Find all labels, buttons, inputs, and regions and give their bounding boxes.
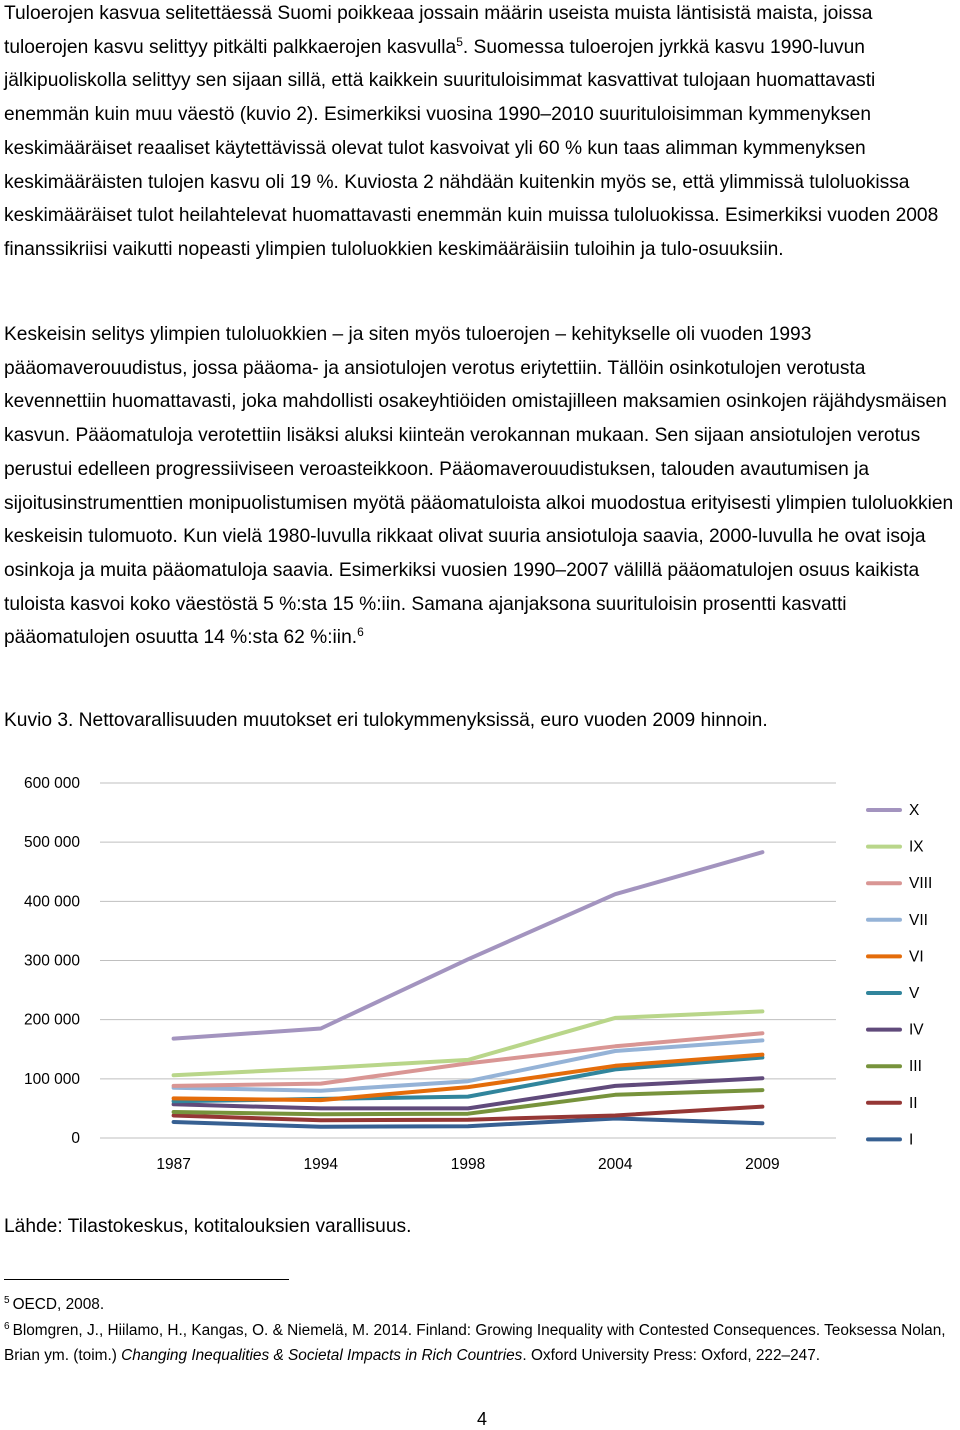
- y-tick-label: 600 000: [23, 775, 80, 792]
- legend-label: VI: [909, 948, 924, 966]
- legend-label: IX: [909, 838, 924, 856]
- legend-label: IV: [909, 1021, 924, 1039]
- y-axis-ticks: [24, 775, 80, 1147]
- x-tick-label: 1987: [156, 1156, 191, 1173]
- footnote-5-text: OECD, 2008.: [12, 1296, 105, 1313]
- legend-label: II: [909, 1094, 918, 1112]
- y-tick-label: 100 000: [23, 1070, 80, 1088]
- y-tick-label: 0: [71, 1130, 80, 1147]
- figure-caption: Kuvio 3. Nettovarallisuuden muutokset eri tulokymmenyksissä, euro vuoden 2009 hinnoin.: [4, 710, 768, 731]
- y-tick-label: 400 000: [23, 893, 80, 911]
- footnote-5: [4, 1292, 958, 1317]
- paragraph-1-text-a: Tuloerojen kasvua selitettäessä Suomi poikkeaa jossain määrin useista muista läntisistä maista, joissa tuloerojen kasvu selittyy pitkälti palkkaerojen kasvulla: [4, 3, 873, 58]
- series-lines: [174, 852, 763, 1127]
- series-line-x: [174, 852, 763, 1038]
- footnote-6-number: 6: [4, 1321, 10, 1332]
- source-note: Lähde: Tilastokeskus, kotitalouksien varallisuus.: [4, 1216, 412, 1237]
- x-tick-label: 1994: [303, 1156, 339, 1173]
- net-wealth-line-chart: [0, 760, 960, 1200]
- legend-label: X: [909, 802, 920, 819]
- y-tick-label: 500 000: [23, 834, 80, 852]
- y-tick-label: 300 000: [23, 952, 80, 970]
- body-paragraph-2: [4, 318, 958, 655]
- footnote-ref-5[interactable]: 5: [456, 34, 463, 49]
- x-tick-label: 2009: [745, 1156, 780, 1173]
- body-paragraph-1: [4, 0, 958, 267]
- y-tick-label: 200 000: [23, 1011, 80, 1029]
- legend-frame: [848, 785, 958, 937]
- paragraph-2-text: Keskeisin selitys ylimpien tuloluokkien – ja siten myös tuloerojen – kehitykselle oli vuoden 1993 pääomaverouudistus, jossa pääoma- ja ansiotulojen verotus eriytettiin. Tällöin osinkotulojen verotusta kevennettiin huomattavasti, joka mahdollisti osakeyhtiöiden omistajilleen maksamien osinkojen räjähdysmäisen kasvun. Pääomatuloja verotettiin lisäksi aluksi kiinteän verokannan mukaan. Sen sijaan ansiotulojen verotus perustui edelleen progressiiviseen veroasteikkoon. Pääomaverouudistuksen, talouden avautumisen ja sijoitusinstrumenttien monipuolistumisen myötä pääomatuloista alkoi muodostua erityisesti ylimpien tuloluokkien keskeisin tulomuoto. Kun vielä 1980-luvulla rikkaat olivat suuria ansiotuloja saavia, 2000-luvulla he ovat isoja osinkoja ja muita pääomatuloja saavia. Esimerkiksi vuosien 1990–2007 välillä pääomatulojen osuus kaikista tuloista kasvoi koko väestöstä 5 %:sta 15 %:iin. Samana ajanjaksona suurituloisin prosentti kasvatti pääomatulojen osuutta 14 %:sta 62 %:iin.: [4, 324, 954, 649]
- paragraph-1-text-b: . Suomessa tuloerojen jyrkkä kasvu 1990-luvun jälkipuoliskolla selittyy sen sijaan sillä, että kaikkein suurituloisimmat kasvattivat tulojaan huomattavasti enemmän kuin muu väestö (kuvio 2). Esimerkiksi vuosina 1990–2010 suurituloisimman kymmenyksen keskimääräiset reaaliset käytettävissä olevat tulot kasvoivat yli 60 % kun taas alimman kymmenyksen keskimääräisten tulojen kasvu oli 19 %. Kuviosta 2 nähdään kuitenkin myös se, että ylimmissä tuloluokissa keskimääräiset tulot heilahtelevat huomattavasti enemmän kuin muissa tuloluokissa. Esimerkiksi vuoden 2008 finanssikriisi vaikutti nopeasti ylimpien tuloluokkien keskimääräisiin tuloihin ja tulo-osuuksiin.: [4, 36, 939, 260]
- legend-label: VII: [909, 911, 928, 929]
- legend-label: V: [909, 985, 920, 1002]
- page-number: 4: [476, 1409, 487, 1429]
- footnote-6-text-a: Blomgren, J., Hiilamo, H., Kangas, O. & Niemelä, M. 2014. Finland: Growing Inequality with Contested Consequences. Teoksessa Nolan, Brian ym. (toim.): [4, 1322, 946, 1364]
- footnote-6-text-b: . Oxford University Press: Oxford, 222–247.: [522, 1347, 821, 1364]
- x-tick-label: 2004: [597, 1156, 633, 1173]
- legend-label: I: [909, 1131, 914, 1149]
- legend-label: III: [909, 1058, 922, 1076]
- legend-label: VIII: [909, 875, 933, 893]
- footnote-divider: [4, 1279, 289, 1280]
- x-axis-ticks: [156, 1156, 779, 1173]
- footnote-6: [4, 1318, 958, 1368]
- x-tick-label: 1998: [450, 1156, 486, 1173]
- footnote-6-book-title: Changing Inequalities & Societal Impacts in Rich Countries: [121, 1347, 523, 1364]
- legend: [868, 802, 932, 1148]
- footnote-ref-6[interactable]: 6: [357, 625, 364, 640]
- footnote-5-number: 5: [4, 1295, 10, 1306]
